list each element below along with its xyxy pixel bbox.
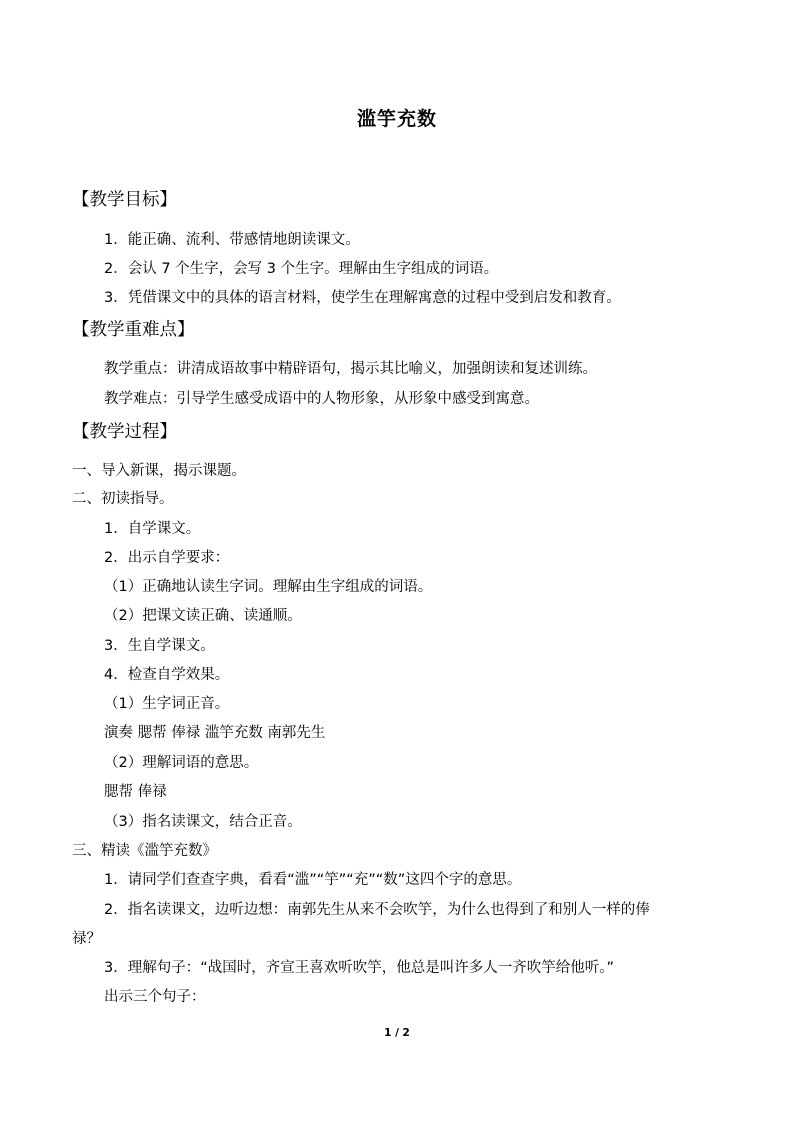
- process-step: 一、导入新课，揭示课题。: [72, 463, 246, 479]
- process-step: （3）指名读课文，结合正音。: [104, 814, 302, 830]
- process-step: 2．出示自学要求：: [104, 550, 230, 566]
- section-heading-key-points: 【教学重难点】: [72, 320, 195, 340]
- process-step: 4．检查自学效果。: [104, 667, 230, 683]
- process-step: 禄？: [72, 931, 101, 947]
- process-step: 2．指名读课文，边听边想：南郭先生从来不会吹竽，为什么也得到了和别人一样的俸: [104, 902, 650, 918]
- key-point-item: 教学重点：讲清成语故事中精辟语句，揭示其比喻义，加强朗读和复述训练。: [104, 361, 597, 377]
- process-step: （2）把课文读正确、读通顺。: [104, 608, 302, 624]
- objective-item: 2．会认 7 个生字，会写 3 个生字。理解由生字组成的词语。: [104, 261, 499, 277]
- process-step: 出示三个句子：: [104, 989, 206, 1005]
- document-title: 滥竽充数: [356, 108, 437, 130]
- objective-item: 1．能正确、流利、带感情地朗读课文。: [104, 232, 360, 248]
- process-step: （1）生字词正音。: [104, 696, 230, 712]
- section-heading-objectives: 【教学目标】: [72, 190, 177, 210]
- section-heading-process: 【教学过程】: [72, 422, 177, 442]
- process-step: 演奏 腮帮 俸禄 滥竽充数 南郭先生: [104, 725, 326, 741]
- process-step: 1．自学课文。: [104, 521, 201, 537]
- process-step: 三、精读《滥竽充数》: [72, 843, 217, 859]
- process-step: 二、初读指导。: [72, 491, 174, 507]
- process-step: 3．理解句子：“战国时，齐宣王喜欢听吹竽，他总是叫许多人一齐吹竽给他听。”: [104, 960, 614, 976]
- objective-item: 3．凭借课文中的具体的语言材料，使学生在理解寓意的过程中受到启发和教育。: [104, 290, 621, 306]
- process-step: （1）正确地认读生字词。理解由生字组成的词语。: [104, 579, 433, 595]
- process-step: （2）理解词语的意思。: [104, 755, 259, 771]
- process-step: 3．生自学课文。: [104, 638, 215, 654]
- page-number: 1 / 2: [384, 1027, 410, 1039]
- process-step: 1．请同学们查查字典，看看“滥”“竽”“充”“数”这四个字的意思。: [104, 872, 522, 888]
- process-step: 腮帮 俸禄: [104, 784, 167, 800]
- key-point-item: 教学难点：引导学生感受成语中的人物形象，从形象中感受到寓意。: [104, 391, 539, 407]
